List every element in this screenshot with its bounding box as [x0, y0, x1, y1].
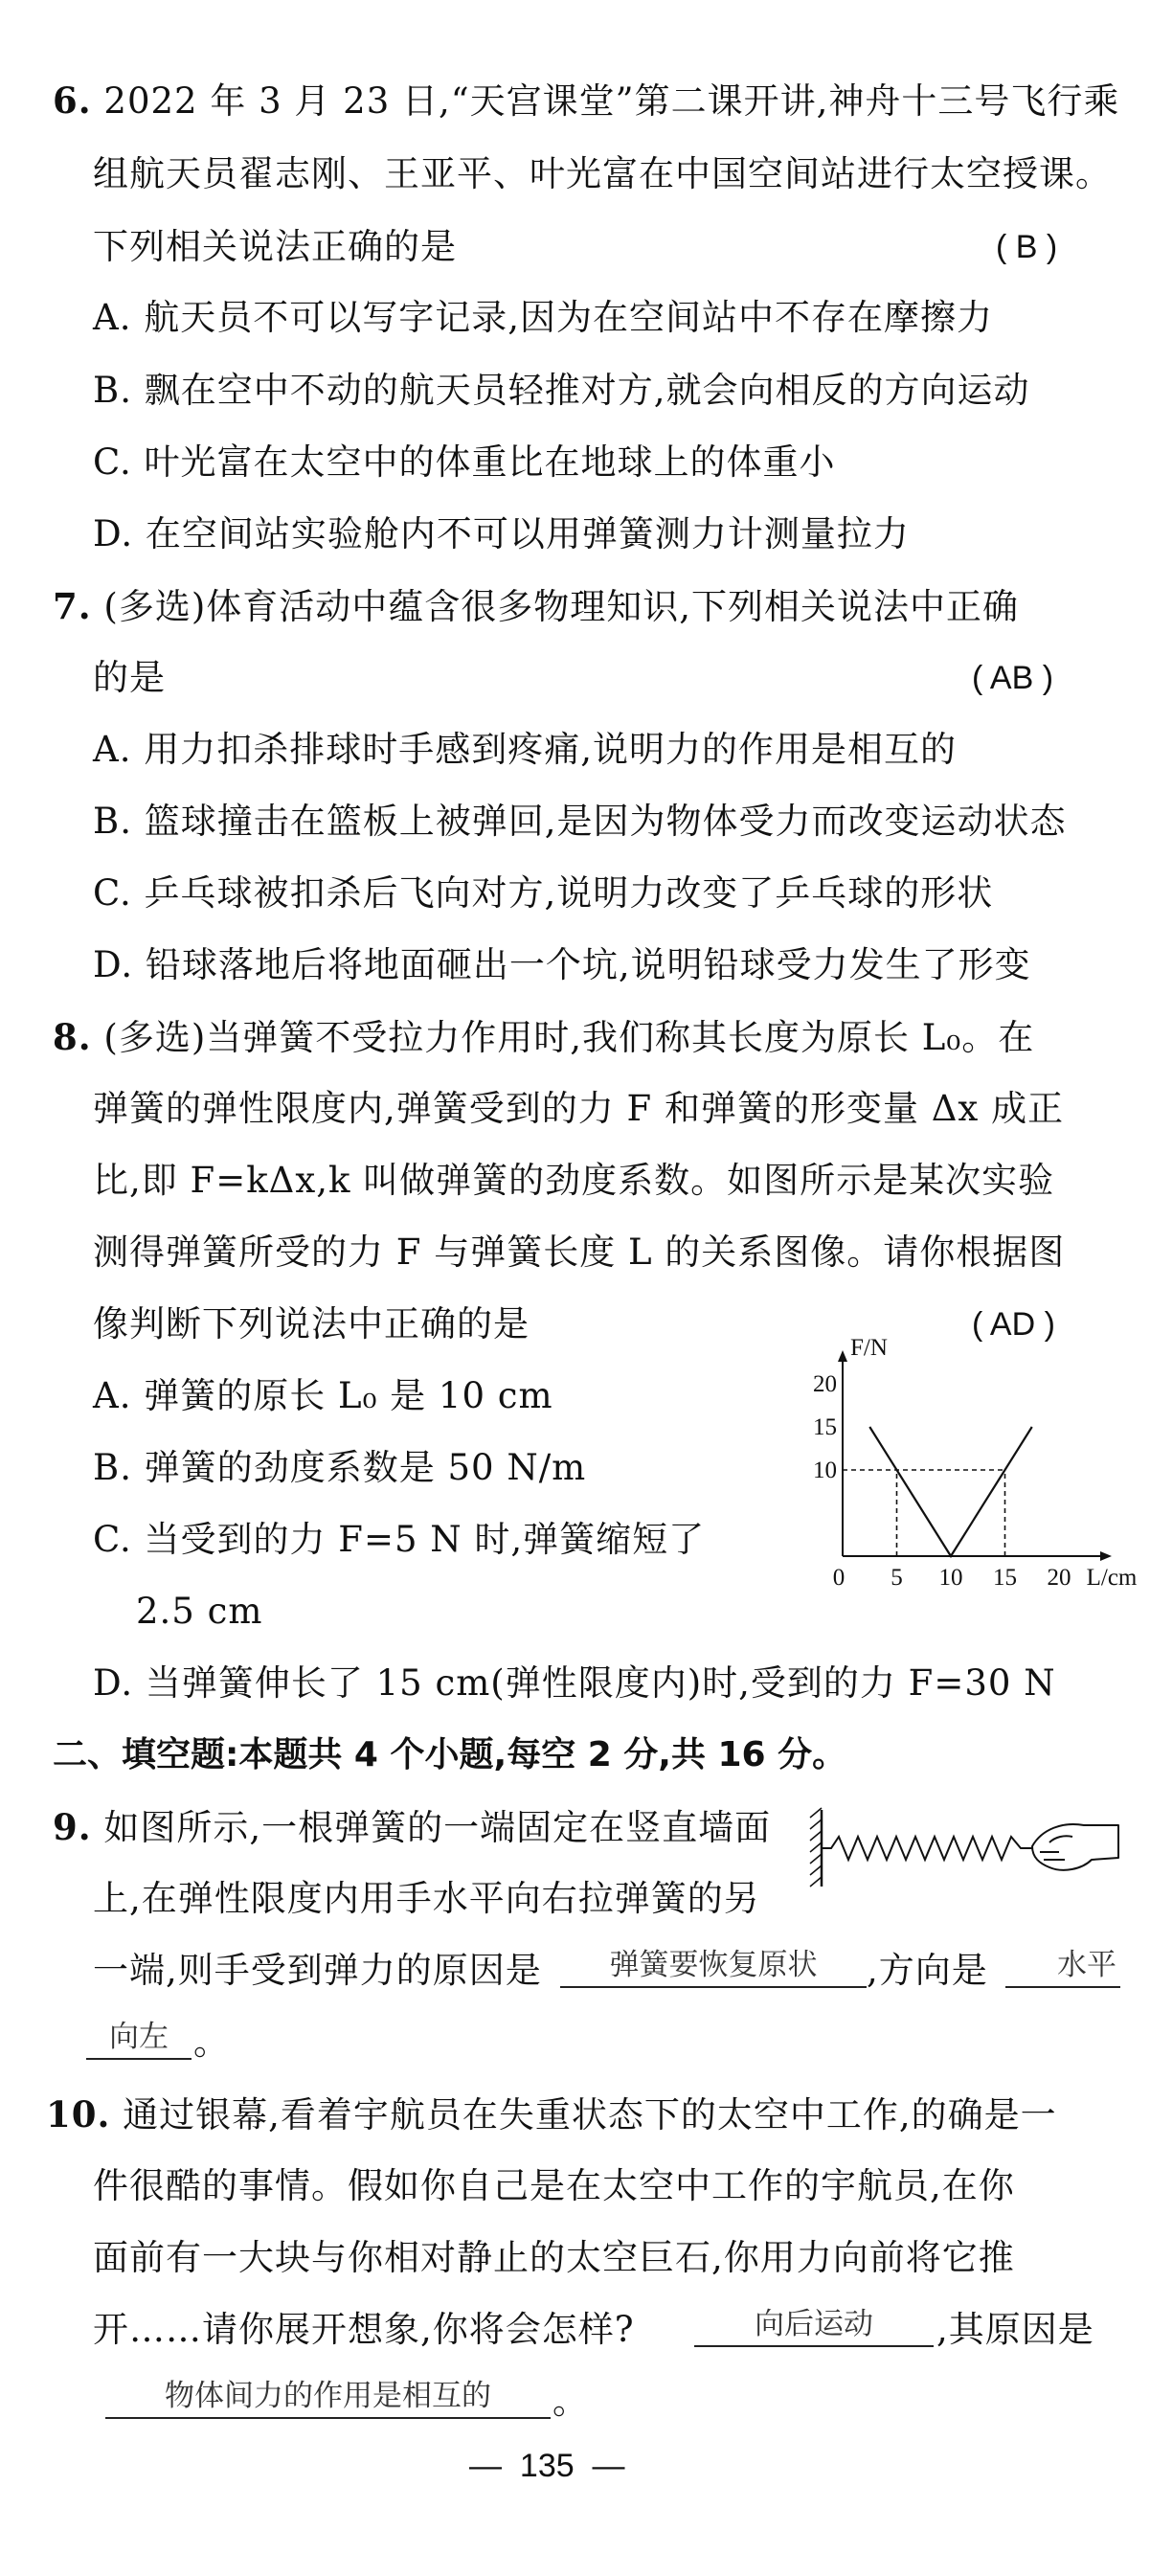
- x-tick-label: 5: [891, 1565, 903, 1591]
- q7-option-b: B. 篮球撞击在篮板上被弹回,是因为物体受力而改变运动状态: [93, 801, 1067, 842]
- series-line-0: [869, 1427, 1032, 1556]
- q8-option-d: D. 当弹簧伸长了 15 cm(弹性限度内)时,受到的力 F=30 N: [93, 1662, 1056, 1704]
- q6-option-d: D. 在空间站实验舱内不可以用弹簧测力计测量拉力: [93, 513, 910, 554]
- q9-blank-1-answer: 弹簧要恢复原状: [609, 1948, 818, 1981]
- q10-line1: [46, 2090, 1057, 2139]
- q9-line3b: ,方向是: [867, 1950, 988, 1991]
- q7-line2: 的是: [93, 657, 166, 698]
- x-axis-arrow: [1100, 1551, 1112, 1561]
- q8-option-a: A. 弹簧的原长 L₀ 是 10 cm: [93, 1375, 553, 1416]
- q8-answer: ( AD ): [972, 1306, 1055, 1343]
- q10-stem-1: 通过银幕,看着宇航员在失重状态下的太空中工作,的确是一: [123, 2094, 1057, 2135]
- q7-stem-1: (多选)体育活动中蕴含很多物理知识,下列相关说法中正确: [103, 586, 1020, 627]
- page-number: 135: [519, 2448, 575, 2484]
- footer-dash-right: —: [592, 2448, 625, 2484]
- q8-line2: 弹簧的弹性限度内,弹簧受到的力 F 和弹簧的形变量 Δx 成正: [93, 1088, 1065, 1129]
- spring-wall-hand-figure: [804, 1800, 1120, 1896]
- question-number: 9.: [53, 1806, 92, 1848]
- q9-blank-1[interactable]: [560, 1944, 867, 1988]
- y-tick-label: 10: [813, 1457, 837, 1483]
- q10-line2: 件很酷的事情。假如你自己是在太空中工作的宇航员,在你: [93, 2165, 1015, 2206]
- q7-option-d: D. 铅球落地后将地面砸出一个坑,说明铅球受力发生了形变: [93, 944, 1031, 985]
- force-length-chart: [795, 1335, 1138, 1599]
- q10-blank-2[interactable]: [105, 2375, 551, 2419]
- q10-blank-1[interactable]: [694, 2303, 934, 2347]
- section-title: 二、填空题:本题共 4 个小题,每空 2 分,共 16 分。: [53, 1735, 847, 1774]
- x-tick-label: 10: [938, 1565, 963, 1591]
- q7-answer: ( AB ): [972, 660, 1054, 696]
- question-number: 7.: [53, 585, 92, 627]
- q6-line3: 下列相关说法正确的是: [93, 226, 457, 267]
- footer-dash-left: —: [469, 2448, 502, 2484]
- q9-stem-1: 如图所示,一根弹簧的一端固定在竖直墙面: [103, 1807, 772, 1848]
- q9-blank-2[interactable]: [1005, 1944, 1120, 1988]
- question-number: 8.: [53, 1016, 92, 1058]
- y-tick-label: 20: [813, 1371, 837, 1397]
- y-axis-label: F/N: [850, 1335, 888, 1361]
- q9-blank-2-cont[interactable]: [86, 2016, 192, 2060]
- q8-line3: 比,即 F=kΔx,k 叫做弹簧的劲度系数。如图所示是某次实验: [93, 1160, 1055, 1201]
- q8-line4: 测得弹簧所受的力 F 与弹簧长度 L 的关系图像。请你根据图: [93, 1232, 1066, 1273]
- q7-option-a: A. 用力扣杀排球时手感到疼痛,说明力的作用是相互的: [93, 729, 958, 770]
- question-number: 6.: [53, 79, 92, 122]
- hand-icon: [1032, 1824, 1118, 1870]
- wall-icon: [810, 1808, 822, 1887]
- x-tick-label: 0: [832, 1565, 846, 1591]
- q8-line5: 像判断下列说法中正确的是: [93, 1303, 530, 1344]
- x-axis-label: L/cm: [1086, 1565, 1138, 1591]
- q9-line4: 。: [193, 2022, 230, 2063]
- q9-blank-2-answer-2: 向左: [109, 2020, 169, 2053]
- q6-option-a: A. 航天员不可以写字记录,因为在空间站中不存在摩擦力: [93, 297, 994, 338]
- x-tick-label: 20: [1047, 1565, 1071, 1591]
- q8-option-c: C. 当受到的力 F=5 N 时,弹簧缩短了: [93, 1519, 706, 1560]
- page-footer: [469, 2447, 625, 2485]
- q6-line2: 组航天员翟志刚、王亚平、叶光富在中国空间站进行太空授课。: [93, 153, 1112, 194]
- q6-option-b: B. 飘在空中不动的航天员轻推对方,就会向相反的方向运动: [93, 370, 1030, 411]
- y-tick-label: 15: [813, 1414, 837, 1440]
- q10-line5: 。: [552, 2381, 589, 2422]
- x-tick-label: 15: [993, 1565, 1017, 1591]
- q10-line4a: 开……请你展开想象,你将会怎样?: [93, 2309, 635, 2350]
- q6-line1: [53, 77, 1119, 125]
- q6-option-c: C. 叶光富在太空中的体重比在地球上的体重小: [93, 441, 836, 483]
- q10-blank-1-answer: 向后运动: [755, 2307, 873, 2340]
- q10-blank-2-answer: 物体间力的作用是相互的: [165, 2379, 491, 2412]
- q6-stem-1: 2022 年 3 月 23 日,“天宫课堂”第二课开讲,神舟十三号飞行乘: [103, 80, 1120, 122]
- q8-stem-1: (多选)当弹簧不受拉力作用时,我们称其长度为原长 L₀。在: [103, 1017, 1035, 1058]
- q9-line2: 上,在弹性限度内用手水平向右拉弹簧的另: [93, 1878, 760, 1919]
- q9-line1: [53, 1803, 771, 1852]
- y-axis-arrow: [838, 1350, 847, 1362]
- q10-line3: 面前有一大块与你相对静止的太空巨石,你用力向前将它推: [93, 2237, 1015, 2278]
- spring-icon: [822, 1837, 1034, 1860]
- q7-line1: [53, 582, 1019, 631]
- q6-answer: ( B ): [996, 229, 1058, 265]
- q9-blank-2-answer-1: 水平: [1057, 1948, 1116, 1981]
- q7-option-c: C. 乒乓球被扣杀后飞向对方,说明力改变了乒乓球的形状: [93, 872, 994, 914]
- q8-option-c-cont: 2.5 cm: [136, 1591, 263, 1632]
- question-number: 10.: [46, 2093, 111, 2135]
- q8-option-b: B. 弹簧的劲度系数是 50 N/m: [93, 1447, 587, 1488]
- q9-line3a: 一端,则手受到弹力的原因是: [93, 1950, 542, 1991]
- q8-line1: [53, 1013, 1034, 1062]
- q10-line4b: ,其原因是: [936, 2309, 1094, 2350]
